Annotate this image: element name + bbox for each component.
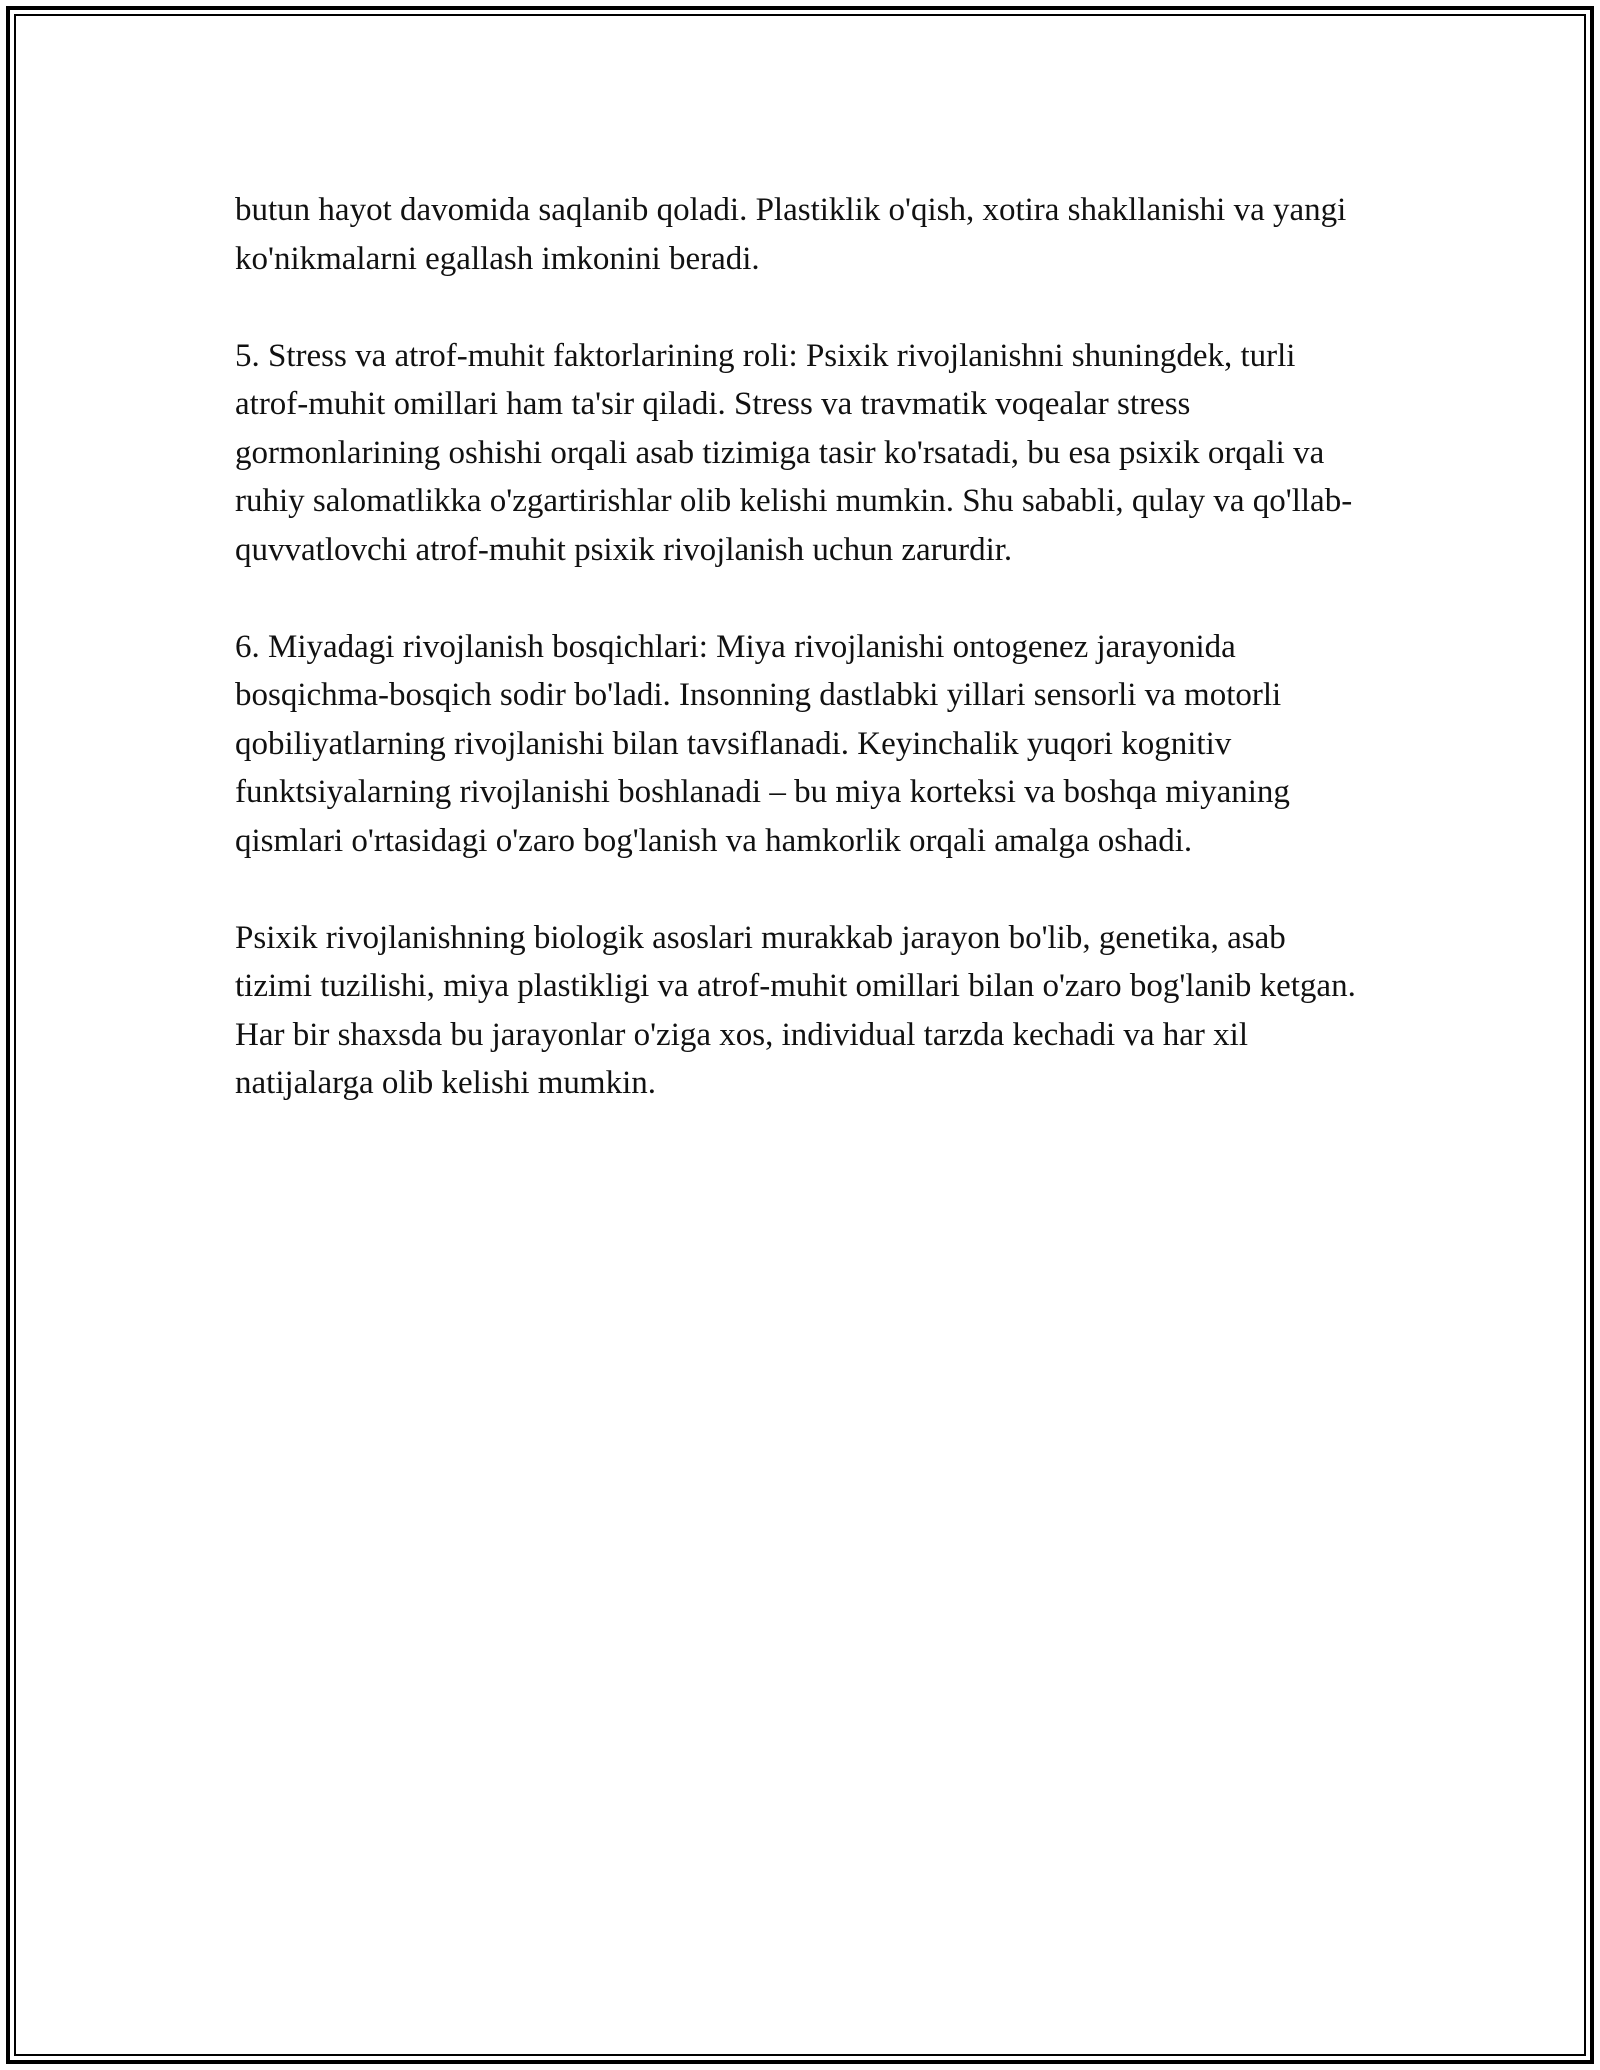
paragraph-stress-environment: 5. Stress va atrof-muhit faktorlarining roli: Psixik rivojlanishni shuningdek, turli atrof-muhit omillari ham ta'sir qiladi. Stress va travmatik voqealar stress gormonlarining oshishi orqali asab tizimiga tasir ko'rsatadi, bu esa psixik orqali va ruhiy salomatlikka o'zgartirishlar olib kelishi mumkin. Shu sababli, qulay va qo'llab-quvvatlovchi atrof-muhit psixik rivojlanish uchun zarurdir. bbox=[235, 337, 1353, 568]
paragraph-brain-development-stages: 6. Miyadagi rivojlanish bosqichlari: Miya rivojlanishi ontogenez jarayonida bosqichma-bosqich sodir bo'ladi. Insonning dastlabki yillari sensorli va motorli qobiliyatlarning rivojlanishi bilan tavsiflanadi. Keyinchalik yuqori kognitiv funktsiyalarning rivojlanishi boshlanadi – bu miya korteksi va boshqa miyaning qismlari o'rtasidagi o'zaro bog'lanish va hamkorlik orqali amalga oshadi. bbox=[235, 628, 1290, 859]
paragraph-conclusion: Psixik rivojlanishning biologik asoslari murakkab jarayon bo'lib, genetika, asab tizimi tuzilishi, miya plastikligi va atrof-muhit omillari bilan o'zaro bog'lanib ketgan. Har bir shaxsda bu jarayonlar o'ziga xos, individual tarzda kechadi va har xil natijalarga olib kelishi mumkin. bbox=[235, 919, 1356, 1101]
document-body bbox=[235, 186, 1365, 1156]
paragraph-plasticity-continuation: butun hayot davomida saqlanib qoladi. Plastiklik o'qish, xotira shakllanishi va yangi ko'nikmalarni egallash imkonini beradi. bbox=[235, 192, 1347, 277]
